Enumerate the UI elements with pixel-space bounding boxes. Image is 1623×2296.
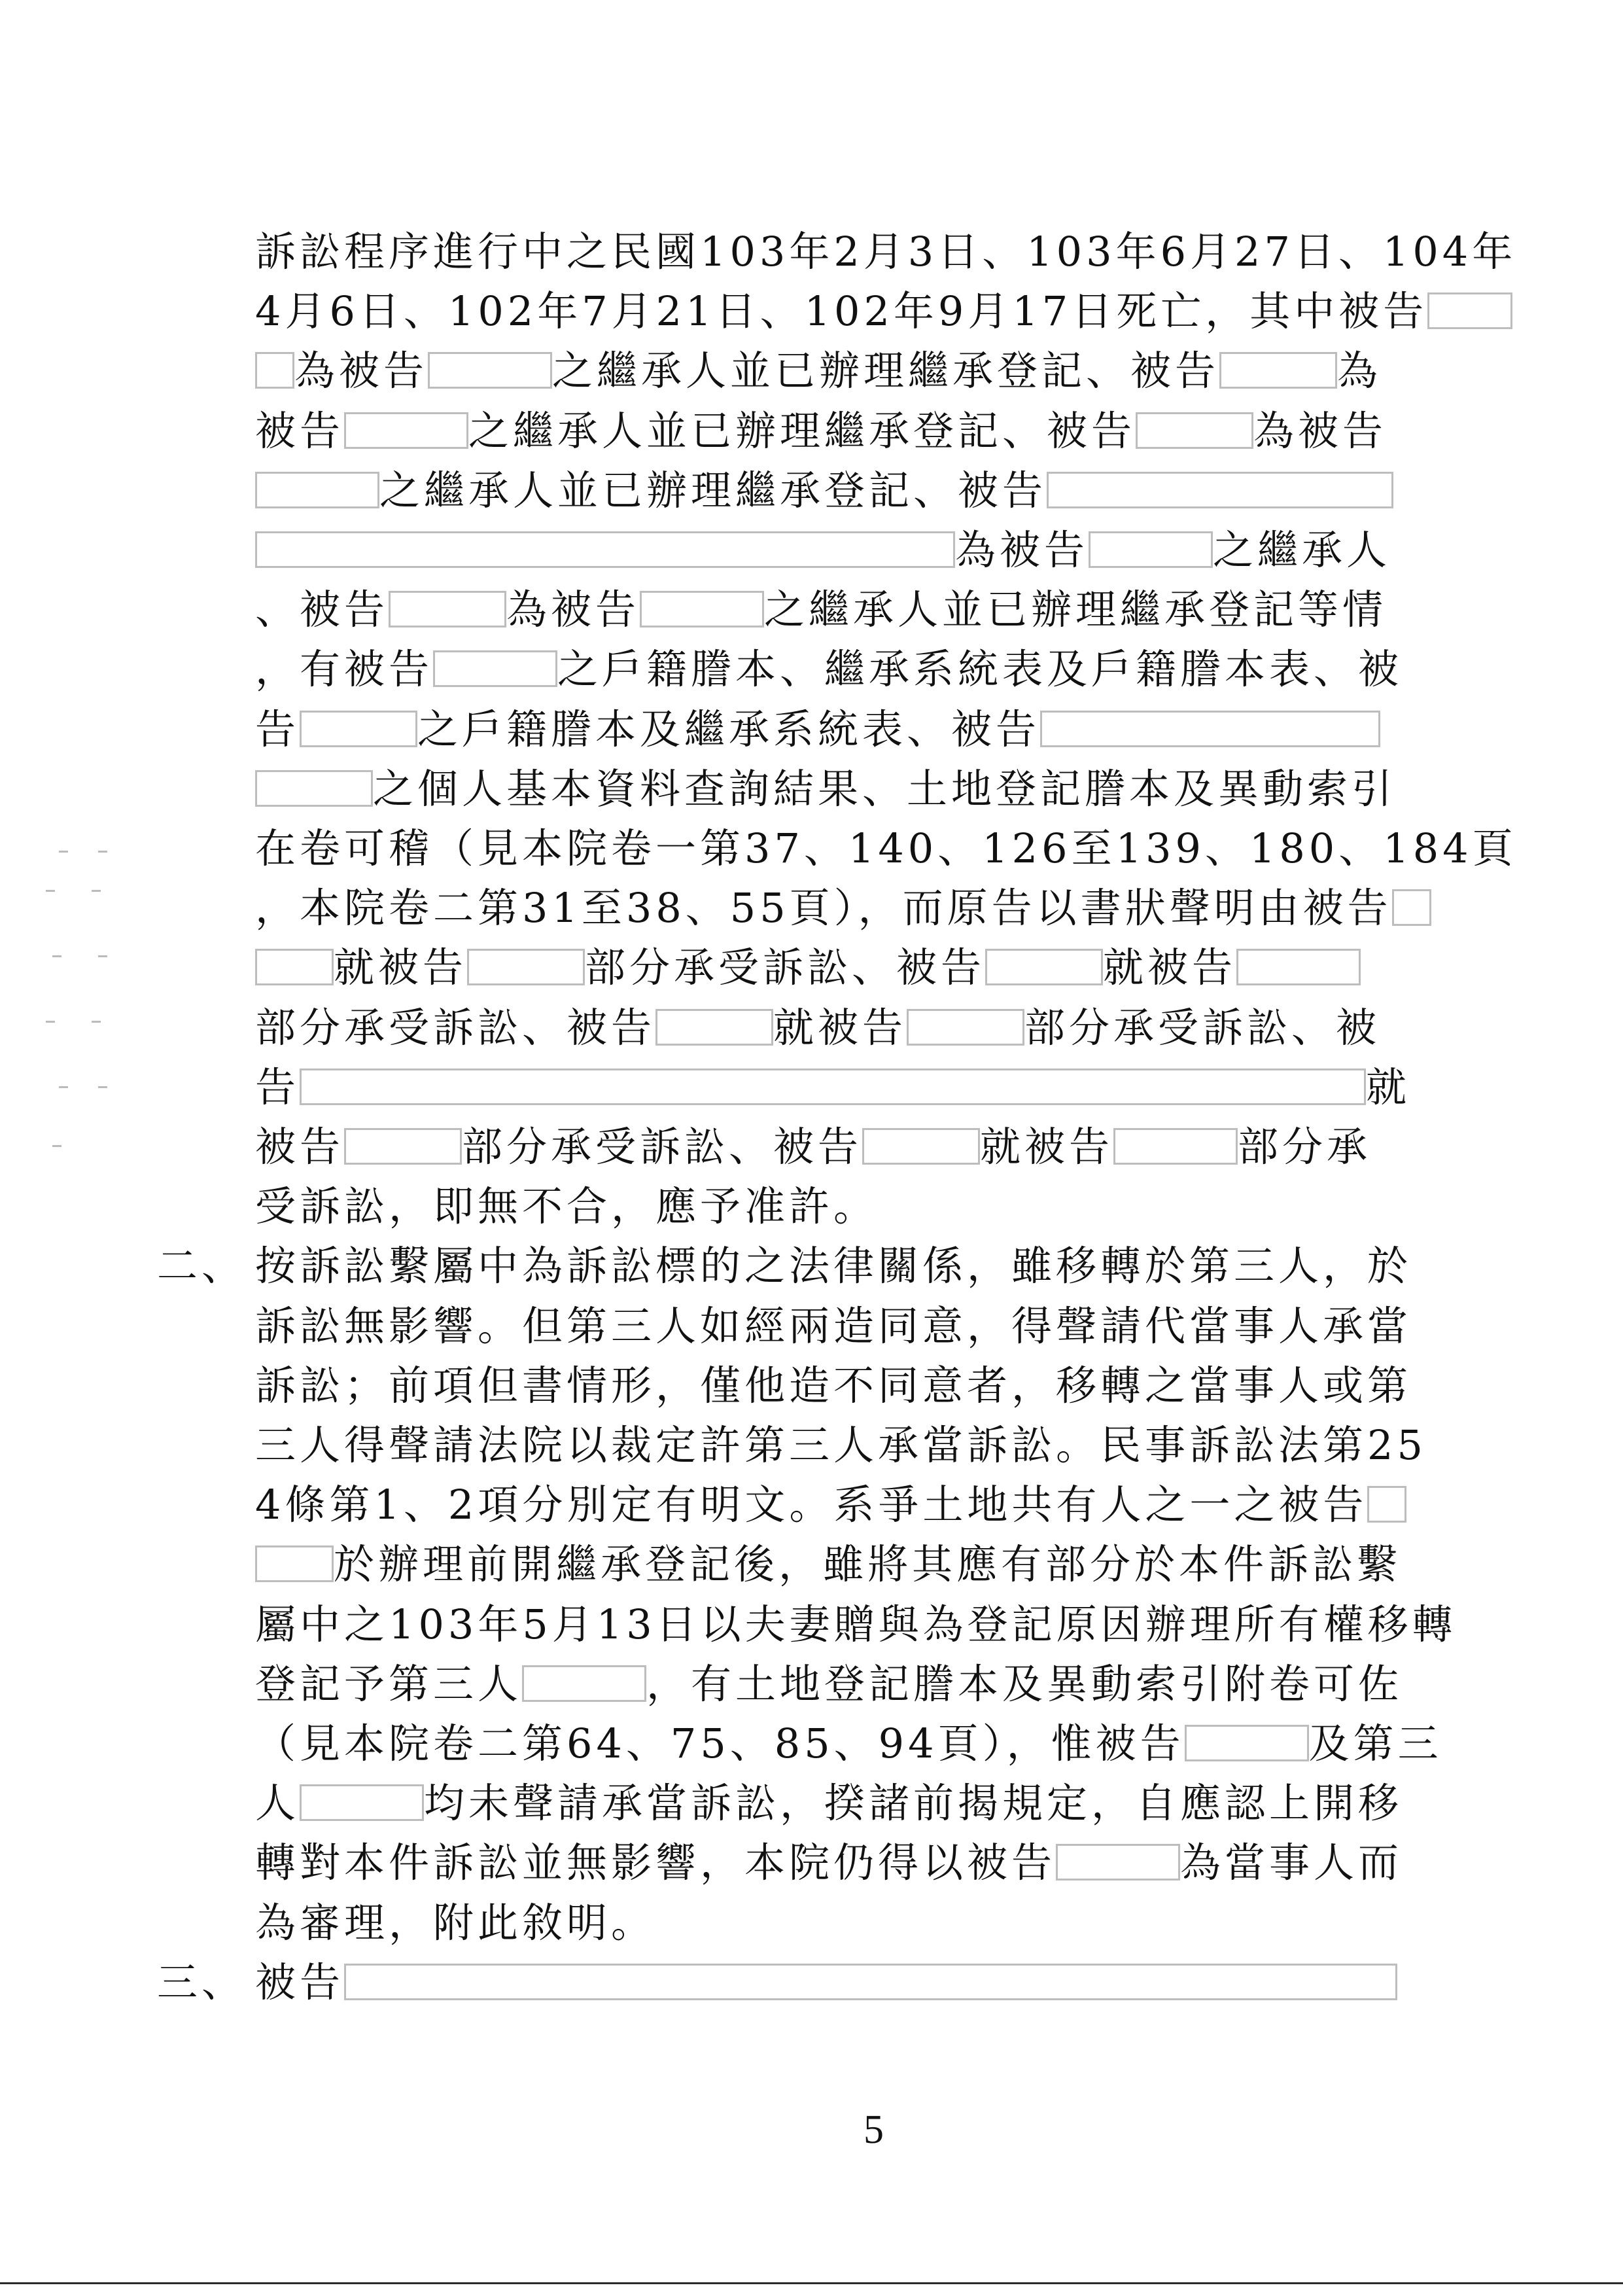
text-line: [255, 1833, 1403, 1892]
scan-speck: [92, 1021, 101, 1023]
scan-speck: [98, 1086, 107, 1088]
redacted-name-box: [255, 1545, 334, 1582]
text-line: [255, 640, 1403, 699]
scan-speck: [59, 1086, 68, 1088]
scan-speck: [46, 890, 55, 892]
text-run: 之戶籍謄本及繼承系統表、被告: [417, 705, 1041, 753]
text-line: [255, 580, 1387, 639]
redacted-name-box: [985, 949, 1103, 985]
text-run: 就被告: [334, 944, 468, 991]
text-run: 就: [1366, 1063, 1411, 1111]
section-marker: 三、: [157, 1958, 247, 2006]
redacted-name-box: [862, 1128, 980, 1165]
text-run: 轉對本件訴訟並無影響，本院仍得以被告: [255, 1839, 1056, 1886]
text-run: 就被告: [1103, 944, 1237, 991]
text-run: 之繼承人: [1213, 526, 1391, 574]
redacted-name-box: [300, 1069, 1366, 1105]
text-line: [255, 282, 1512, 341]
text-run: ，有土地登記謄本及異動索引附卷可佐: [646, 1660, 1403, 1708]
text-line: [255, 1714, 1442, 1773]
text-line: [255, 1655, 1403, 1714]
text-line: [255, 1416, 1427, 1475]
text-run: 被告: [255, 1123, 345, 1171]
text-line: [255, 1118, 1371, 1176]
text-run: 為被告: [1253, 407, 1387, 455]
text-run: 三人得聲請法院以裁定許第三人承當訴訟。民事訴訟法第25: [255, 1421, 1427, 1469]
text-run: 部分承受訴訟、被告: [255, 1004, 656, 1051]
text-run: 屬中之103年5月13日以夫妻贈與為登記原因辦理所有權移轉: [255, 1600, 1457, 1648]
text-line: [255, 222, 1516, 281]
text-run: 4條第1、2項分別定有明文。系爭土地共有人之一之被告: [255, 1481, 1368, 1528]
redacted-name-box: [1236, 949, 1361, 985]
text-run: 被告: [255, 1958, 345, 2006]
text-run: 之個人基本資料查詢結果、土地登記謄本及異動索引: [373, 765, 1397, 813]
text-line: [255, 521, 1391, 580]
text-run: 部分承受訴訟、被告: [585, 944, 986, 991]
text-run: 人: [255, 1779, 300, 1827]
text-run: 為: [1337, 347, 1382, 395]
redacted-name-box: [344, 1128, 462, 1165]
scan-speck: [52, 955, 61, 957]
text-run: 就被告: [773, 1004, 907, 1051]
scan-speck: [98, 851, 107, 853]
text-line: [255, 879, 1431, 938]
text-line: [255, 1894, 655, 1952]
scan-speck: [59, 851, 68, 853]
text-run: 均未聲請承當訴訟，揆諸前揭規定，自應認上開移: [424, 1779, 1403, 1827]
redacted-name-box: [1219, 352, 1337, 389]
text-line: [255, 1774, 1403, 1833]
text-run: 部分承受訴訟、被告: [462, 1123, 863, 1171]
redacted-name-box: [655, 1009, 773, 1046]
redacted-name-box: [255, 531, 955, 568]
redacted-name-box: [1047, 472, 1393, 508]
redacted-name-box: [433, 650, 557, 687]
redacted-name-box: [1136, 412, 1253, 449]
scan-speck: [92, 890, 101, 892]
redacted-name-box: [1056, 1844, 1180, 1881]
text-line: [255, 1535, 1401, 1594]
text-run: 告: [255, 705, 300, 753]
text-run: 之繼承人並已辦理繼承登記、被告: [468, 407, 1136, 455]
redacted-name-box: [1367, 1486, 1406, 1523]
redacted-name-box: [1392, 889, 1431, 926]
text-run: 部分承: [1238, 1123, 1372, 1171]
text-run: 在卷可稽（見本院卷一第37、140、126至139、180、184頁: [255, 824, 1517, 872]
text-run: （見本院卷二第64、75、85、94頁），惟被告: [255, 1720, 1185, 1767]
text-line: [255, 998, 1380, 1057]
text-run: 於辦理前開繼承登記後，雖將其應有部分於本件訴訟繫: [334, 1540, 1402, 1588]
text-line: [255, 1237, 1412, 1296]
text-run: ，有被告: [255, 645, 434, 693]
text-run: 就被告: [980, 1123, 1114, 1171]
text-run: 訴訟程序進行中之民國103年2月3日、103年6月27日、104年: [255, 228, 1517, 275]
text-run: 告: [255, 1063, 300, 1111]
redacted-name-box: [1089, 531, 1213, 568]
redacted-name-box: [467, 949, 585, 985]
text-run: 、被告: [255, 586, 389, 633]
text-run: 按訴訟繫屬中為訴訟標的之法律關係，雖移轉於第三人，於: [255, 1242, 1412, 1290]
redacted-name-box: [255, 472, 379, 508]
redacted-name-box: [344, 412, 468, 449]
text-run: 被告: [255, 407, 345, 455]
text-line: [255, 760, 1396, 819]
redacted-name-box: [255, 352, 294, 389]
text-line: [255, 700, 1380, 759]
redacted-name-box: [255, 770, 373, 807]
scan-edge-line: [0, 2282, 1623, 2284]
text-run: 為被告: [955, 526, 1089, 574]
text-line: [255, 461, 1393, 520]
redacted-name-box: [389, 591, 506, 627]
text-run: 受訴訟，即無不合，應予准許。: [255, 1182, 879, 1230]
redacted-name-box: [1427, 292, 1512, 329]
text-run: 為當事人而: [1180, 1839, 1403, 1886]
text-line: [255, 1953, 1397, 2012]
text-run: 之繼承人並已辦理繼承登記、被告: [552, 347, 1220, 395]
text-run: 之繼承人並已辦理繼承登記等情: [764, 586, 1387, 633]
redacted-name-box: [344, 1964, 1397, 2000]
text-line: [255, 1356, 1412, 1415]
scan-speck: [98, 955, 107, 957]
redacted-name-box: [1113, 1128, 1238, 1165]
text-run: 4月6日、102年7月21日、102年9月17日死亡，其中被告: [255, 287, 1428, 335]
text-run: 登記予第三人: [255, 1660, 523, 1708]
text-run: ，本院卷二第31至38、55頁），而原告以書狀聲明由被告: [255, 884, 1392, 932]
text-line: [255, 938, 1361, 997]
text-run: 為審理，附此敘明。: [255, 1899, 656, 1947]
text-run: 之戶籍謄本、繼承系統表及戶籍謄本表、被: [557, 645, 1403, 693]
page-number: 5: [864, 2108, 884, 2152]
text-line: [255, 1058, 1410, 1117]
redacted-name-box: [255, 949, 334, 985]
text-line: [255, 402, 1387, 461]
text-run: 及第三: [1308, 1720, 1442, 1767]
redacted-name-box: [522, 1665, 646, 1702]
scan-speck: [46, 1021, 55, 1023]
text-run: 為被告: [294, 347, 428, 395]
scan-speck: [52, 1145, 61, 1147]
text-run: 訴訟無影響。但第三人如經兩造同意，得聲請代當事人承當: [255, 1302, 1412, 1350]
redacted-name-box: [1040, 711, 1380, 747]
text-line: [255, 342, 1382, 400]
text-line: [255, 1177, 878, 1236]
redacted-name-box: [300, 711, 417, 747]
redacted-name-box: [300, 1784, 424, 1821]
text-line: [255, 1475, 1406, 1534]
redacted-name-box: [428, 352, 552, 389]
text-run: 為被告: [506, 586, 640, 633]
redacted-name-box: [907, 1009, 1024, 1046]
text-run: 之繼承人並已辦理繼承登記、被告: [379, 467, 1047, 514]
redacted-name-box: [640, 591, 764, 627]
text-run: 訴訟；前項但書情形，僅他造不同意者，移轉之當事人或第: [255, 1362, 1412, 1409]
text-line: [255, 1595, 1457, 1654]
text-run: 部分承受訴訟、被: [1024, 1004, 1381, 1051]
text-line: [255, 819, 1517, 878]
section-marker: 二、: [157, 1242, 247, 1290]
redacted-name-box: [1185, 1725, 1309, 1761]
text-line: [255, 1297, 1412, 1356]
